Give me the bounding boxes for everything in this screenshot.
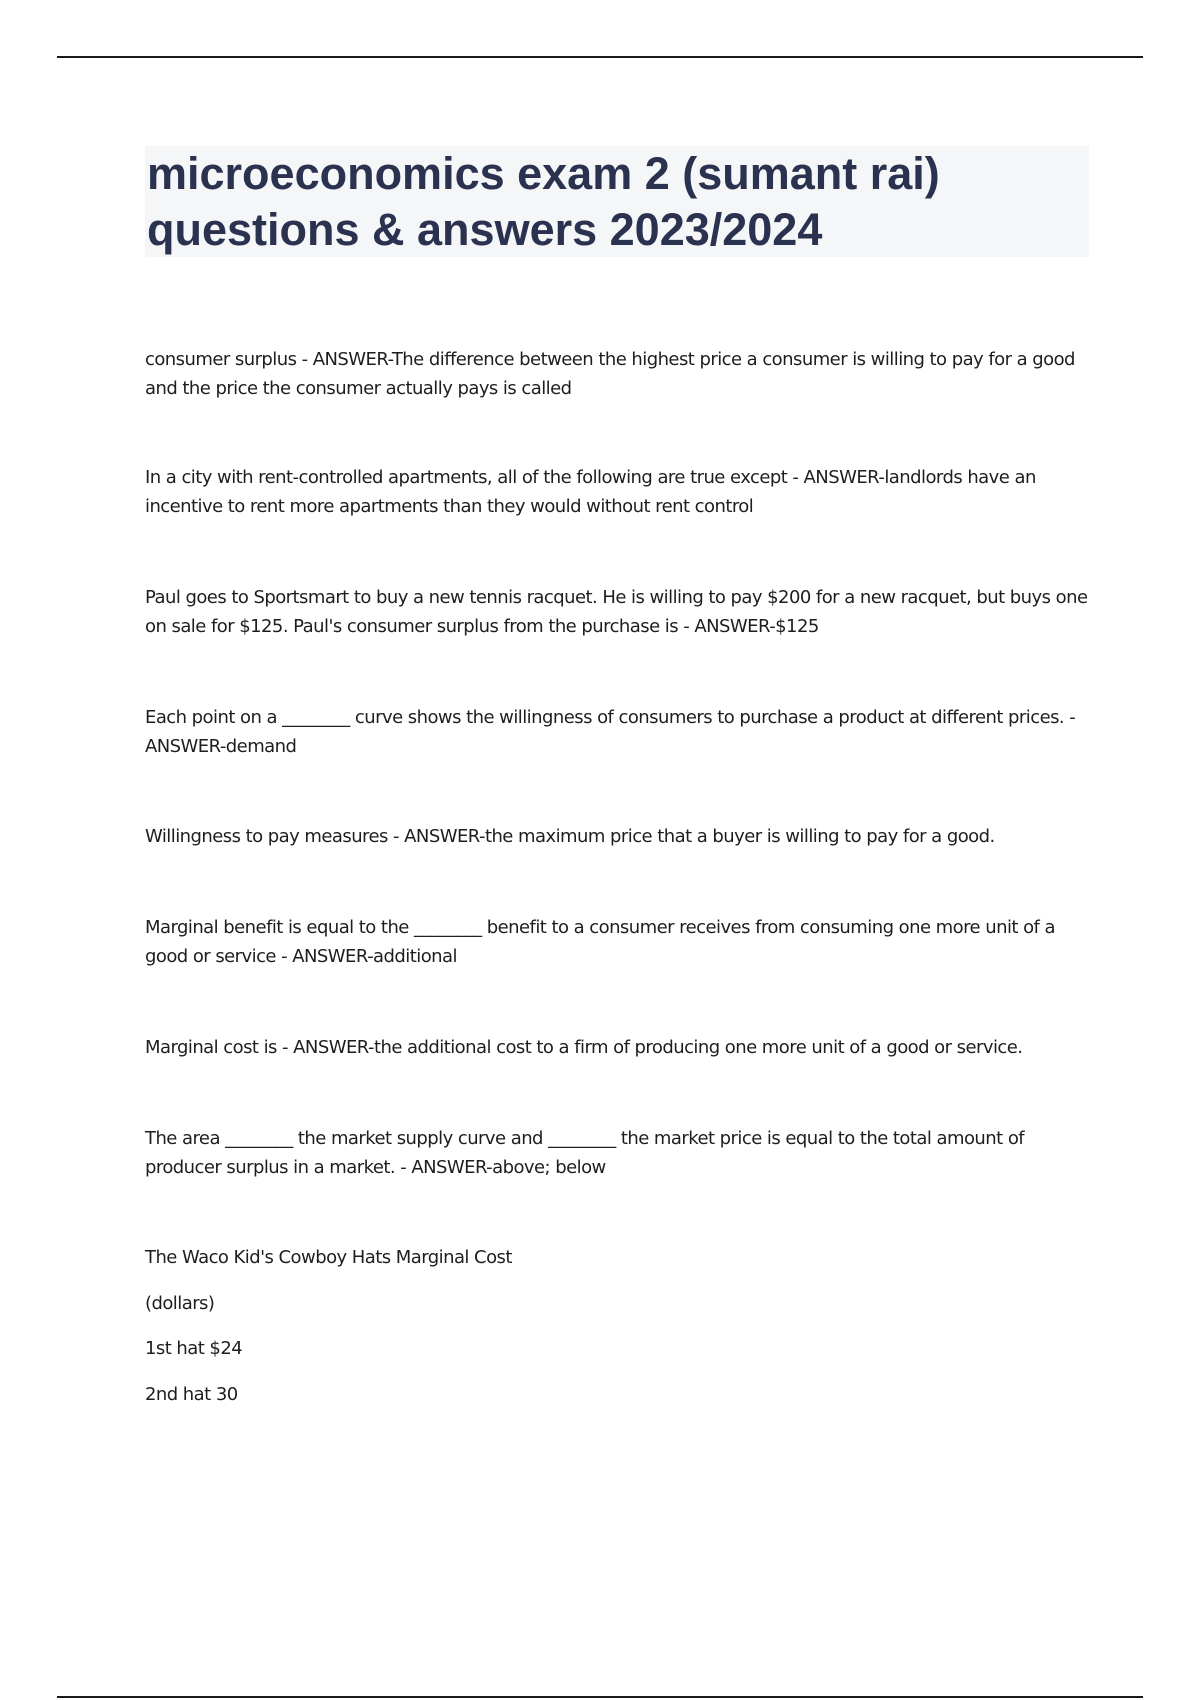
table-row: 1st hat $24 [145,1338,243,1359]
qa-item: The area ________ the market supply curve and ________ the market price is equal to the total amount of producer surplus in a market. - ANSWER-above; below [145,1128,1025,1178]
document-title-block [145,146,1089,257]
document-title-line-2: questions & answers 2023/2024 [147,204,823,255]
document-title-line-1: microeconomics exam 2 (sumant rai) [147,148,940,199]
qa-item: Each point on a ________ curve shows the willingness of consumers to purchase a product at different prices. - ANSWER-demand [145,707,1076,757]
qa-item: Paul goes to Sportsmart to buy a new tennis racquet. He is willing to pay $200 for a new racquet, but buys one on sale for $125. Paul's consumer surplus from the purchase is - ANSWER-$125 [145,587,1088,637]
table-row: 2nd hat 30 [145,1384,238,1405]
qa-item: Marginal benefit is equal to the ________ benefit to a consumer receives from consuming one more unit of a good or service - ANSWER-additional [145,917,1055,967]
qa-item: In a city with rent-controlled apartments, all of the following are true except - ANSWER-landlords have an incentive to rent more apartments than they would without rent control [145,467,1036,517]
qa-item: Marginal cost is - ANSWER-the additional cost to a firm of producing one more unit of a good or service. [145,1037,1023,1058]
qa-item: Willingness to pay measures - ANSWER-the maximum price that a buyer is willing to pay for a good. [145,826,995,847]
qa-item: consumer surplus - ANSWER-The difference between the highest price a consumer is willing to pay for a good and the price the consumer actually pays is called [145,349,1075,399]
header-rule [57,56,1143,58]
table-unit: (dollars) [145,1293,215,1314]
table-caption: The Waco Kid's Cowboy Hats Marginal Cost [145,1247,512,1268]
footer-rule [57,1696,1143,1698]
